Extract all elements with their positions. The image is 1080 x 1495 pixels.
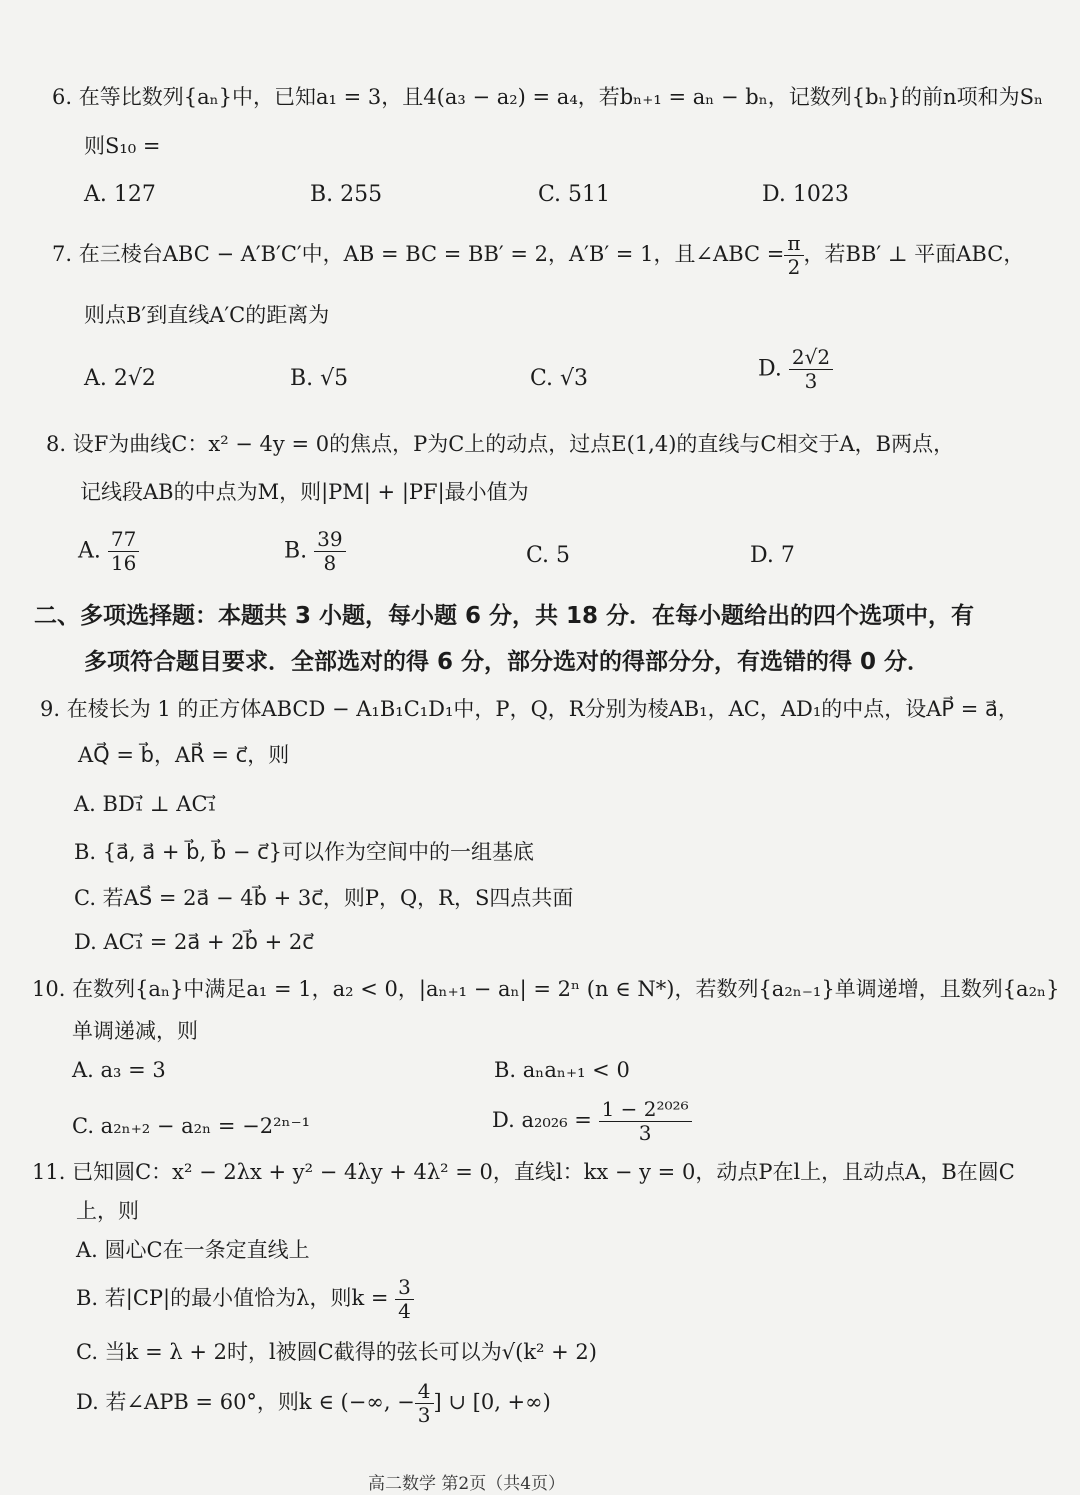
section2-heading: 二、多项选择题：本题共 3 小题，每小题 6 分，共 18 分．在每小题给出的四个选项中，有 xyxy=(34,603,975,629)
q9-stem: 9. 在棱长为 1 的正方体ABCD − A₁B₁C₁D₁中，P，Q，R分别为棱AB₁，AC，AD₁的中点，设AP⃗ = a⃗， xyxy=(40,697,1019,721)
q7-option-c: C. √3 xyxy=(530,366,589,391)
q9-option-c: C. 若AS⃗ = 2a⃗ − 4b⃗ + 3c⃗，则P，Q，R，S四点共面 xyxy=(74,886,574,910)
q8-option-b xyxy=(284,528,346,575)
q8-option-d: D. 7 xyxy=(750,543,795,568)
q11-option-d-post: ] ∪ [0, +∞) xyxy=(433,1390,551,1414)
q11-option-d-num: 4 xyxy=(415,1380,434,1404)
q11-option-c: C. 当k = λ + 2时，l被圆C截得的弦长可以为√(k² + 2) xyxy=(76,1340,597,1364)
q10-option-d-num: 1 − 2²⁰²⁶ xyxy=(599,1098,692,1122)
q7-option-d-den: 3 xyxy=(804,369,818,393)
q7-option-d-fraction xyxy=(789,346,833,393)
q6-option-c: C. 511 xyxy=(538,182,611,207)
q10-option-c: C. a₂ₙ₊₂ − a₂ₙ = −2²ⁿ⁻¹ xyxy=(72,1114,311,1138)
q11-option-b-den: 4 xyxy=(398,1299,411,1323)
q9-stem-cont: AQ⃗ = b⃗，AR⃗ = c⃗，则 xyxy=(78,743,290,767)
q11-option-b xyxy=(76,1276,414,1323)
q11-option-d-fraction xyxy=(415,1380,434,1427)
q11-option-a: A. 圆心C在一条定直线上 xyxy=(76,1238,310,1262)
q7-frac-num: π xyxy=(784,232,803,256)
q10-option-d-label: D. a₂₀₂₆ = xyxy=(492,1108,592,1132)
q9-option-b: B. {a⃗, a⃗ + b⃗, b⃗ − c⃗}可以作为空间中的一组基底 xyxy=(74,840,535,864)
q11-stem: 11. 已知圆C：x² − 2λx + y² − 4λy + 4λ² = 0，直线l：kx − y = 0，动点P在l上，且动点A，B在圆C xyxy=(32,1160,1015,1184)
q8-stem: 8. 设F为曲线C：x² − 4y = 0的焦点，P为C上的动点，过点E(1,4)的直线与C相交于A，B两点， xyxy=(46,432,955,456)
q8-option-b-den: 8 xyxy=(323,551,337,575)
q7-frac-den: 2 xyxy=(787,255,801,279)
q8-option-b-fraction xyxy=(314,528,345,575)
q11-option-d-pre: D. 若∠APB = 60°，则k ∈ (−∞, − xyxy=(76,1390,415,1414)
q6-option-b: B. 255 xyxy=(310,182,383,207)
q7-angle-fraction xyxy=(784,232,803,279)
q10-stem-cont: 单调递减，则 xyxy=(72,1019,198,1043)
q10-option-d-fraction xyxy=(599,1098,692,1145)
q6-option-d: D. 1023 xyxy=(762,182,849,207)
q7-option-d xyxy=(758,346,833,393)
q11-option-b-num: 3 xyxy=(395,1276,414,1300)
q7-option-d-num: 2√2 xyxy=(789,346,833,370)
q7-stem xyxy=(52,232,1024,279)
q10-option-a: A. a₃ = 3 xyxy=(72,1058,166,1082)
q7-option-b: B. √5 xyxy=(290,366,349,391)
q8-option-b-label: B. xyxy=(284,538,308,564)
q11-stem-cont: 上，则 xyxy=(76,1199,139,1223)
q6-stem-cont: 则S₁₀ = xyxy=(84,134,161,158)
q8-option-b-num: 39 xyxy=(314,528,345,552)
q11-option-b-fraction xyxy=(395,1276,414,1323)
q10-stem: 10. 在数列{aₙ}中满足a₁ = 1，a₂ < 0，|aₙ₊₁ − aₙ| = 2ⁿ (n ∈ N*)，若数列{a₂ₙ₋₁}单调递增，且数列{a₂ₙ} xyxy=(32,977,1060,1001)
q11-option-d xyxy=(76,1380,551,1427)
q9-option-a: A. BD₁⃗ ⊥ AC₁⃗ xyxy=(74,792,216,816)
q11-option-d-den: 3 xyxy=(417,1403,431,1427)
q7-option-d-label: D. xyxy=(758,356,782,382)
q8-option-a xyxy=(78,528,139,575)
q7-stem-post: ，若BB′ ⊥ 平面ABC， xyxy=(803,242,1025,266)
q10-option-d-den: 3 xyxy=(638,1121,652,1145)
q8-option-a-label: A. xyxy=(78,538,101,564)
page-footer: 高二数学 第2页（共4页） xyxy=(368,1474,566,1494)
q8-option-a-den: 16 xyxy=(110,551,137,575)
q7-stem-pre: 7. 在三棱台ABC − A′B′C′中，AB = BC = BB′ = 2，A′B′ = 1，且∠ABC = xyxy=(52,242,785,266)
q9-option-d: D. AC₁⃗ = 2a⃗ + 2b⃗ + 2c⃗ xyxy=(74,930,314,954)
q6-stem: 6. 在等比数列{aₙ}中，已知a₁ = 3，且4(a₃ − a₂) = a₄，若bₙ₊₁ = aₙ − bₙ，记数列{bₙ}的前n项和为Sₙ xyxy=(52,85,1044,109)
q10-option-b: B. aₙaₙ₊₁ < 0 xyxy=(494,1058,630,1082)
q7-stem-cont: 则点B′到直线A′C的距离为 xyxy=(84,303,330,327)
q8-stem-cont: 记线段AB的中点为M，则|PM| + |PF|最小值为 xyxy=(80,480,529,504)
q8-option-c: C. 5 xyxy=(526,543,571,568)
section2-heading-cont: 多项符合题目要求．全部选对的得 6 分，部分选对的得部分分，有选错的得 0 分． xyxy=(84,649,931,675)
q11-option-b-text: B. 若|CP|的最小值恰为λ，则k = xyxy=(76,1286,389,1310)
q7-option-a: A. 2√2 xyxy=(84,366,156,391)
q8-option-a-num: 77 xyxy=(108,528,139,552)
q6-option-a: A. 127 xyxy=(84,182,156,207)
q10-option-d xyxy=(492,1098,692,1145)
q8-option-a-fraction xyxy=(108,528,139,575)
